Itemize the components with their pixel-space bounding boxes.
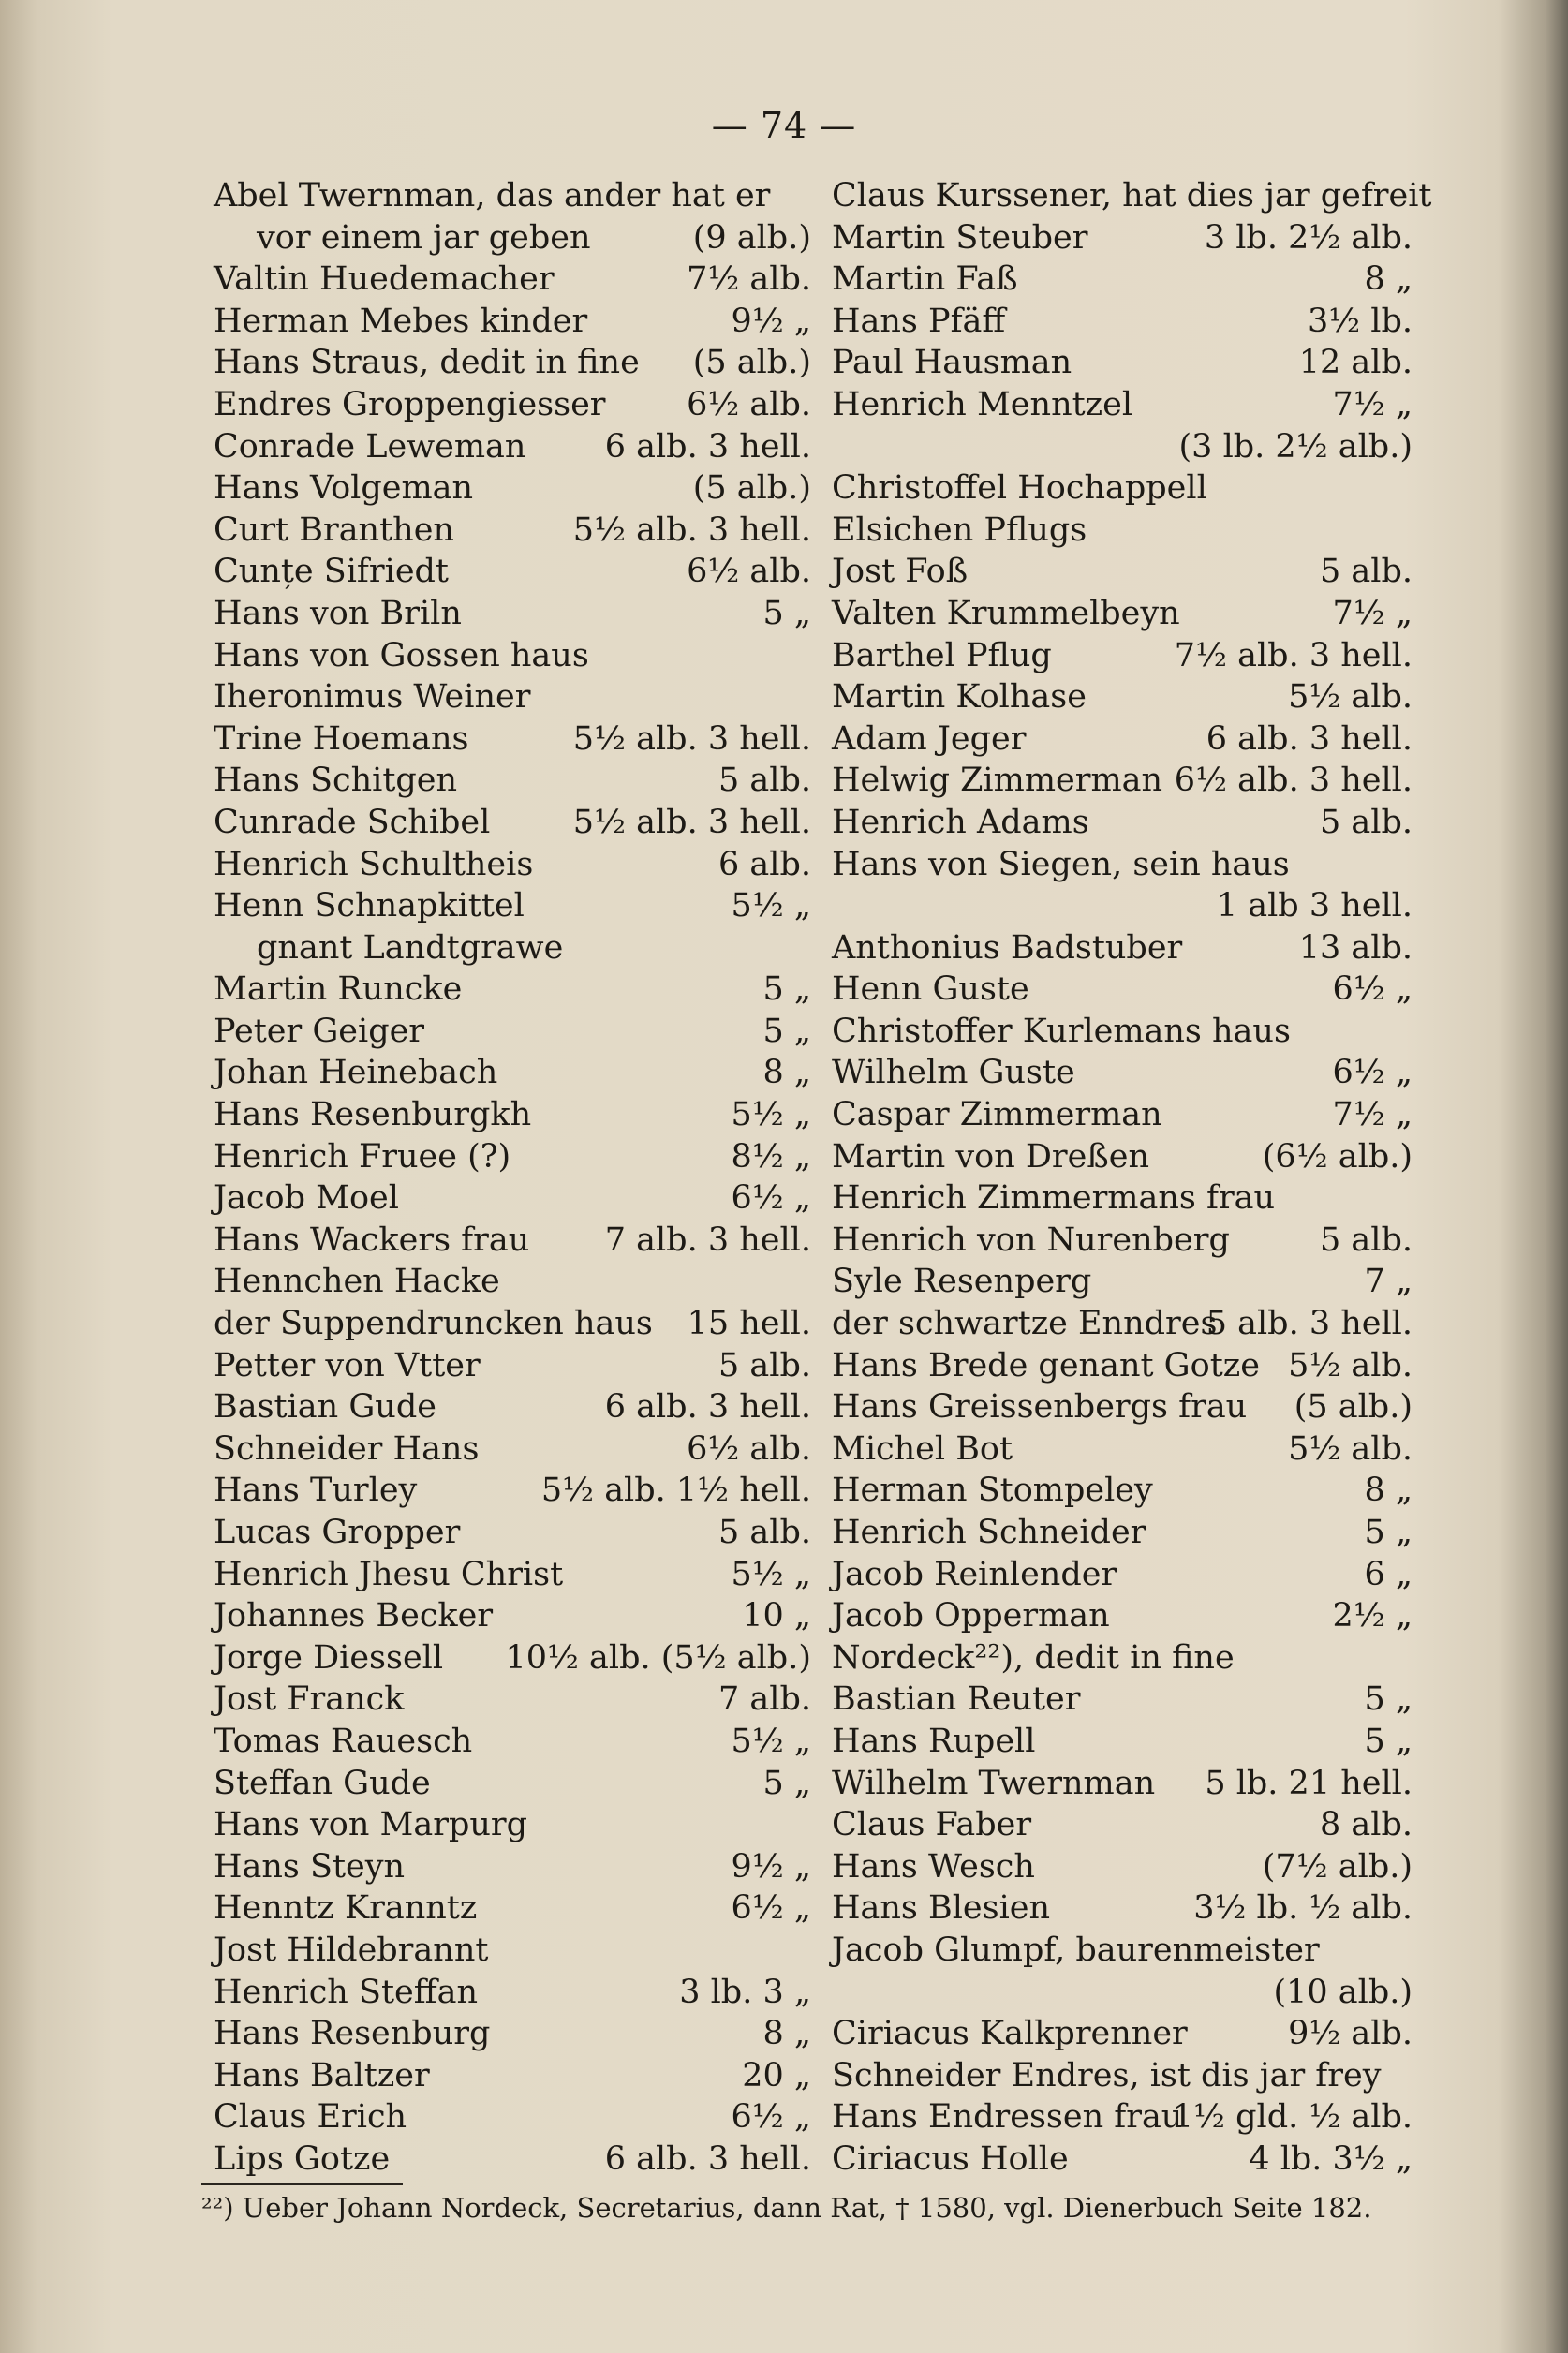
list-item xyxy=(214,1554,822,1596)
entry-amount: 6½ „ xyxy=(731,2098,811,2137)
entry-name: Johan Heinebach xyxy=(214,1054,498,1092)
list-item xyxy=(214,342,822,384)
list-item xyxy=(832,1763,1413,1805)
list-item xyxy=(214,1512,822,1554)
entry-amount: 8 alb. xyxy=(1320,1806,1413,1844)
list-item xyxy=(832,1679,1413,1721)
list-item xyxy=(214,2055,822,2097)
entry-amount: 6 „ xyxy=(1364,1555,1413,1593)
entry-amount: 5½ alb. 3 hell. xyxy=(572,803,811,841)
entry-amount: 6½ „ xyxy=(1332,1054,1413,1092)
entry-name: Valten Krummelbeyn xyxy=(832,594,1180,632)
entry-name: Henrich Fruee (?) xyxy=(214,1137,511,1176)
entry-name: Helwig Zimmerman xyxy=(832,762,1163,800)
entry-amount: 5 „ xyxy=(762,594,811,632)
entry-name: Jacob Glumpf, baurenmeister xyxy=(832,1931,1320,1969)
entry-name: Martin von Dreßen xyxy=(832,1137,1150,1176)
entry-name: Christoffer Kurlemans haus xyxy=(832,1012,1291,1050)
entry-name: Hans von Marpurg xyxy=(214,1806,528,1844)
entry-name: Nordeck²²), dedit in fine xyxy=(832,1638,1235,1677)
list-item xyxy=(832,676,1413,718)
entry-name: Jacob Opperman xyxy=(832,1597,1110,1635)
list-item xyxy=(214,760,822,802)
list-item xyxy=(832,467,1413,510)
entry-name: Jacob Reinlender xyxy=(832,1555,1117,1593)
entry-amount: 6 alb. 3 hell. xyxy=(604,427,811,466)
entry-amount: 12 alb. xyxy=(1298,344,1413,382)
entry-amount: 7½ „ xyxy=(1332,1096,1413,1134)
list-item xyxy=(214,885,822,927)
entry-amount: 5 „ xyxy=(1364,1514,1413,1551)
list-item xyxy=(832,1136,1413,1178)
entry-name: Abel Twernman, das ander hat er xyxy=(214,177,771,215)
entry-amount: 20 „ xyxy=(742,2056,811,2094)
list-item xyxy=(214,1470,822,1512)
list-item xyxy=(214,2138,822,2181)
entry-amount: 6½ „ xyxy=(731,1889,811,1928)
list-item xyxy=(214,510,822,552)
list-item xyxy=(832,217,1413,259)
list-item xyxy=(214,301,822,343)
entry-amount: 13 alb. xyxy=(1298,928,1413,967)
list-item xyxy=(214,844,822,886)
entry-name: Valtin Huedemacher xyxy=(214,260,555,299)
entry-name: Martin Steuber xyxy=(832,218,1088,257)
entry-amount: 6 alb. xyxy=(718,845,811,883)
entry-amount: 15 hell. xyxy=(687,1305,811,1343)
list-item xyxy=(214,1595,822,1637)
entry-name: Hans Rupell xyxy=(832,1722,1036,1760)
list-item xyxy=(214,1261,822,1303)
list-item xyxy=(832,1554,1413,1596)
list-item xyxy=(214,175,822,217)
entry-amount: 5 „ xyxy=(762,970,811,1009)
entry-amount: (5 alb.) xyxy=(692,344,811,382)
entry-name: Hans Brede genant Gotze xyxy=(832,1346,1260,1384)
entry-name: Ciriacus Holle xyxy=(832,2139,1069,2178)
page-number: — 74 — xyxy=(711,105,857,146)
entry-amount: 10½ alb. (5½ alb.) xyxy=(505,1638,811,1677)
entry-amount: 5½ alb. 3 hell. xyxy=(572,719,811,758)
entry-amount: 6½ „ xyxy=(731,1179,811,1218)
entry-name: Henrich Jhesu Christ xyxy=(214,1555,564,1593)
entry-name: Hans Turley xyxy=(214,1472,418,1510)
list-item xyxy=(214,802,822,844)
list-item xyxy=(832,1303,1413,1345)
entry-amount: 5 „ xyxy=(762,1764,811,1802)
entry-amount: (3 lb. 2½ alb.) xyxy=(1178,427,1413,466)
list-item xyxy=(832,1345,1413,1387)
list-item xyxy=(832,2096,1413,2138)
list-item xyxy=(214,384,822,426)
entry-name: Jost Franck xyxy=(214,1680,405,1719)
list-item xyxy=(832,1261,1413,1303)
entry-amount: 6 alb. 3 hell. xyxy=(604,2139,811,2178)
entry-amount: 5½ alb. 1½ hell. xyxy=(540,1472,811,1510)
entry-name: Hans Baltzer xyxy=(214,2056,430,2094)
entry-amount: 6 alb. 3 hell. xyxy=(604,1388,811,1427)
list-item xyxy=(214,259,822,301)
list-item xyxy=(832,1011,1413,1053)
list-item xyxy=(214,593,822,635)
list-item xyxy=(214,1136,822,1178)
entry-name: Endres Groppengiesser xyxy=(214,385,606,423)
entry-amount: 5 alb. xyxy=(718,1514,811,1551)
entry-name: gnant Landtgrawe xyxy=(257,928,564,967)
list-item xyxy=(832,718,1413,761)
list-item xyxy=(832,2055,1413,2097)
entry-amount: 7½ alb. xyxy=(687,260,811,299)
entry-amount: 9½ alb. xyxy=(1288,2015,1413,2053)
entry-amount: 8½ „ xyxy=(731,1137,811,1176)
entry-name: Bastian Gude xyxy=(214,1388,436,1427)
list-item xyxy=(214,426,822,468)
entry-name: Tomas Rauesch xyxy=(214,1722,473,1760)
list-item xyxy=(214,1052,822,1094)
list-item xyxy=(214,1930,822,1972)
list-item xyxy=(214,217,822,259)
list-item xyxy=(214,969,822,1011)
entry-amount: 7 alb. xyxy=(718,1680,811,1719)
list-item xyxy=(214,1345,822,1387)
list-item xyxy=(214,1804,822,1846)
entry-name: Hans Pfäff xyxy=(832,302,1006,340)
entry-amount: 1 alb 3 hell. xyxy=(1216,887,1413,925)
entry-name: Claus Erich xyxy=(214,2098,407,2137)
entry-amount: 6½ „ xyxy=(1332,970,1413,1009)
list-item xyxy=(832,593,1413,635)
entry-name: Jost Hildebrannt xyxy=(214,1931,489,1969)
entry-name: Anthonius Badstuber xyxy=(832,928,1183,967)
entry-amount: 5 alb. 3 hell. xyxy=(1206,1305,1413,1343)
right-column xyxy=(832,175,1432,2181)
entry-amount: 7 „ xyxy=(1364,1263,1413,1301)
entry-amount: (9 alb.) xyxy=(692,218,811,257)
entry-amount: 8 „ xyxy=(762,2015,811,2053)
entry-name: Steffan Gude xyxy=(214,1764,431,1802)
entry-name: Henrich Schneider xyxy=(832,1514,1146,1551)
left-column xyxy=(214,175,822,2181)
entry-name: Jost Foß xyxy=(832,553,969,591)
entry-amount: 5½ alb. xyxy=(1288,1346,1413,1384)
entry-name: Hennchen Hacke xyxy=(214,1263,500,1301)
entry-amount: 7½ „ xyxy=(1332,594,1413,632)
entry-amount: 8 „ xyxy=(762,1054,811,1092)
entry-name: Herman Stompeley xyxy=(832,1472,1153,1510)
entry-name: Hans Greissenbergs frau xyxy=(832,1388,1248,1427)
list-item xyxy=(832,1804,1413,1846)
entry-name: der Suppendruncken haus xyxy=(214,1305,653,1343)
entry-name: Hans Wackers frau xyxy=(214,1221,530,1259)
entry-amount: 7½ „ xyxy=(1332,385,1413,423)
entry-name: Claus Kurssener, hat dies jar gefreit xyxy=(832,177,1432,215)
entry-amount: 3 lb. 2½ alb. xyxy=(1204,218,1413,257)
list-item xyxy=(214,1177,822,1220)
list-item xyxy=(832,1220,1413,1262)
entry-name: Hans Steyn xyxy=(214,1847,406,1886)
entry-name: Conrade Leweman xyxy=(214,427,526,466)
list-item xyxy=(832,1470,1413,1512)
entry-amount: 5½ „ xyxy=(731,1555,811,1593)
entry-name: Wilhelm Twernman xyxy=(832,1764,1156,1802)
entry-name: Henrich von Nurenberg xyxy=(832,1221,1230,1259)
list-item xyxy=(832,2013,1413,2055)
list-item xyxy=(214,1428,822,1471)
entry-name: Henrich Zimmermans frau xyxy=(832,1179,1276,1218)
entry-amount: 2½ „ xyxy=(1332,1597,1413,1635)
list-item xyxy=(832,1386,1413,1428)
list-item xyxy=(832,510,1413,552)
list-item xyxy=(214,1887,822,1930)
entry-amount: 5 alb. xyxy=(1320,1221,1413,1259)
entry-name: Hans Volgeman xyxy=(214,469,474,508)
entry-name: Henn Guste xyxy=(832,970,1029,1009)
footnote: ²²) Ueber Johann Nordeck, Secretarius, dann Rat, † 1580, vgl. Dienerbuch Seite 182. xyxy=(201,2192,1372,2224)
list-item xyxy=(214,1679,822,1721)
entry-name: Schneider Endres, ist dis jar frey xyxy=(832,2056,1382,2094)
entry-amount: 6½ alb. 3 hell. xyxy=(1174,762,1413,800)
list-item xyxy=(214,551,822,593)
list-item xyxy=(832,551,1413,593)
entry-name: Martin Kolhase xyxy=(832,678,1087,717)
list-item xyxy=(214,1637,822,1680)
list-item xyxy=(214,1846,822,1888)
list-item xyxy=(832,384,1413,426)
list-item xyxy=(214,1763,822,1805)
entry-name: Henrich Adams xyxy=(832,803,1089,841)
entry-amount: 4 lb. 3½ „ xyxy=(1249,2139,1413,2178)
entry-name: Hans von Siegen, sein haus xyxy=(832,845,1290,883)
entry-name: Iheronimus Weiner xyxy=(214,678,531,717)
entry-name: Wilhelm Guste xyxy=(832,1054,1075,1092)
entry-name: Adam Jeger xyxy=(832,719,1027,758)
entry-name: Elsichen Pflugs xyxy=(832,511,1087,549)
entry-name: Peter Geiger xyxy=(214,1012,425,1050)
entry-amount: (5 alb.) xyxy=(1294,1388,1413,1427)
entry-amount: 5 „ xyxy=(762,1012,811,1050)
list-item xyxy=(832,844,1413,886)
list-item xyxy=(832,1052,1413,1094)
entry-name: Schneider Hans xyxy=(214,1429,480,1468)
entry-name: Martin Runcke xyxy=(214,970,463,1009)
entry-amount: 5½ alb. xyxy=(1288,678,1413,717)
entry-amount: 6½ alb. xyxy=(687,1429,811,1468)
entry-name: Henntz Kranntz xyxy=(214,1889,478,1928)
entry-amount: 5½ „ xyxy=(731,1722,811,1760)
entry-name: Claus Faber xyxy=(832,1806,1032,1844)
entry-name: Paul Hausman xyxy=(832,344,1072,382)
list-item xyxy=(832,301,1413,343)
list-item xyxy=(214,1303,822,1345)
list-item xyxy=(832,802,1413,844)
list-item xyxy=(214,1386,822,1428)
entry-amount: 8 „ xyxy=(1364,1472,1413,1510)
entry-name: Lips Gotze xyxy=(214,2139,391,2178)
list-item xyxy=(214,635,822,677)
list-item xyxy=(832,259,1413,301)
list-item xyxy=(214,1094,822,1136)
entry-amount: 5½ „ xyxy=(731,1096,811,1134)
list-item xyxy=(832,1094,1413,1136)
list-item xyxy=(214,676,822,718)
entry-name: vor einem jar geben xyxy=(257,218,591,257)
entry-name: Hans Wesch xyxy=(832,1847,1035,1886)
entry-name: Jacob Moel xyxy=(214,1179,399,1218)
list-item xyxy=(214,1721,822,1763)
list-item xyxy=(832,1887,1413,1930)
list-item xyxy=(832,342,1413,384)
list-item xyxy=(832,760,1413,802)
list-item xyxy=(832,885,1413,927)
entry-name: Michel Bot xyxy=(832,1429,1013,1468)
list-item xyxy=(832,1428,1413,1471)
entry-amount: 3 lb. 3 „ xyxy=(679,1973,811,2011)
entry-name: Barthel Pflug xyxy=(832,636,1052,674)
entry-name: Hans von Gossen haus xyxy=(214,636,589,674)
entry-name: Cunțe Sifriedt xyxy=(214,553,449,591)
entry-amount: 7½ alb. 3 hell. xyxy=(1174,636,1413,674)
list-item xyxy=(832,1972,1413,2014)
list-item xyxy=(832,927,1413,969)
entry-amount: (10 alb.) xyxy=(1273,1973,1413,2011)
list-item xyxy=(214,2013,822,2055)
entry-name: Hans Endressen frau xyxy=(832,2098,1183,2137)
entry-name: Hans Straus, dedit in fine xyxy=(214,344,640,382)
entry-amount: 5 alb. xyxy=(1320,553,1413,591)
entry-name: Trine Hoemans xyxy=(214,719,469,758)
list-item xyxy=(214,1011,822,1053)
entry-name: Hans Resenburg xyxy=(214,2015,491,2053)
entry-amount: 6½ alb. xyxy=(687,385,811,423)
entry-name: Henn Schnapkittel xyxy=(214,887,525,925)
list-item xyxy=(832,1721,1413,1763)
entry-amount: (5 alb.) xyxy=(692,469,811,508)
entry-name: Hans von Briln xyxy=(214,594,462,632)
entry-name: Syle Resenperg xyxy=(832,1263,1092,1301)
entry-name: Hans Blesien xyxy=(832,1889,1051,1928)
entry-amount: (6½ alb.) xyxy=(1262,1137,1413,1176)
entry-amount: 5½ alb. xyxy=(1288,1429,1413,1468)
list-item xyxy=(832,1930,1413,1972)
list-item xyxy=(832,175,1432,217)
entry-name: Herman Mebes kinder xyxy=(214,302,588,340)
list-item xyxy=(214,1220,822,1262)
entry-name: Ciriacus Kalkprenner xyxy=(832,2015,1188,2053)
list-item xyxy=(832,969,1413,1011)
entry-amount: 9½ „ xyxy=(731,302,811,340)
entry-amount: 5 alb. xyxy=(718,762,811,800)
entry-name: Curt Branthen xyxy=(214,511,454,549)
entry-name: Jorge Diessell xyxy=(214,1638,444,1677)
entry-amount: (7½ alb.) xyxy=(1262,1847,1413,1886)
entry-amount: 1½ gld. ½ alb. xyxy=(1172,2098,1413,2137)
list-item xyxy=(214,467,822,510)
list-item xyxy=(832,1637,1413,1680)
entry-amount: 3½ lb. ½ alb. xyxy=(1193,1889,1413,1928)
entry-amount: 6½ alb. xyxy=(687,553,811,591)
entry-name: Hans Schitgen xyxy=(214,762,458,800)
list-item xyxy=(832,635,1413,677)
entry-name: Bastian Reuter xyxy=(832,1680,1081,1719)
list-item xyxy=(832,1595,1413,1637)
entry-amount: 5 „ xyxy=(1364,1722,1413,1760)
entry-name: Lucas Gropper xyxy=(214,1514,461,1551)
entry-amount: 5 lb. 21 hell. xyxy=(1205,1764,1413,1802)
list-item xyxy=(832,1177,1413,1220)
list-item xyxy=(832,2138,1413,2181)
list-item xyxy=(214,1972,822,2014)
entry-name: Henrich Steffan xyxy=(214,1973,478,2011)
list-item xyxy=(214,927,822,969)
entry-amount: 6 alb. 3 hell. xyxy=(1206,719,1413,758)
list-item xyxy=(832,426,1413,468)
entry-amount: 10 „ xyxy=(742,1597,811,1635)
entry-name: Hans Resenburgkh xyxy=(214,1096,532,1134)
footnote-rule xyxy=(201,2183,403,2185)
entry-amount: 5 alb. xyxy=(718,1346,811,1384)
entry-amount: 5½ alb. 3 hell. xyxy=(572,511,811,549)
entry-amount: 5½ „ xyxy=(731,887,811,925)
entry-name: Petter von Vtter xyxy=(214,1346,481,1384)
entry-amount: 9½ „ xyxy=(731,1847,811,1886)
entry-amount: 3½ lb. xyxy=(1307,302,1413,340)
list-item xyxy=(214,718,822,761)
entry-name: Johannes Becker xyxy=(214,1597,494,1635)
entry-amount: 5 alb. xyxy=(1320,803,1413,841)
entry-amount: 8 „ xyxy=(1364,260,1413,299)
entry-name: Henrich Schultheis xyxy=(214,845,534,883)
entry-name: Cunrade Schibel xyxy=(214,803,491,841)
entry-name: der schwartze Enndres xyxy=(832,1305,1218,1343)
list-item xyxy=(214,2096,822,2138)
entry-name: Caspar Zimmerman xyxy=(832,1096,1162,1134)
entry-name: Henrich Menntzel xyxy=(832,385,1133,423)
entry-name: Martin Faß xyxy=(832,260,1018,299)
list-item xyxy=(832,1846,1413,1888)
entry-name: Christoffel Hochappell xyxy=(832,469,1207,508)
entry-amount: 7 alb. 3 hell. xyxy=(604,1221,811,1259)
list-item xyxy=(832,1512,1413,1554)
entry-amount: 5 „ xyxy=(1364,1680,1413,1719)
